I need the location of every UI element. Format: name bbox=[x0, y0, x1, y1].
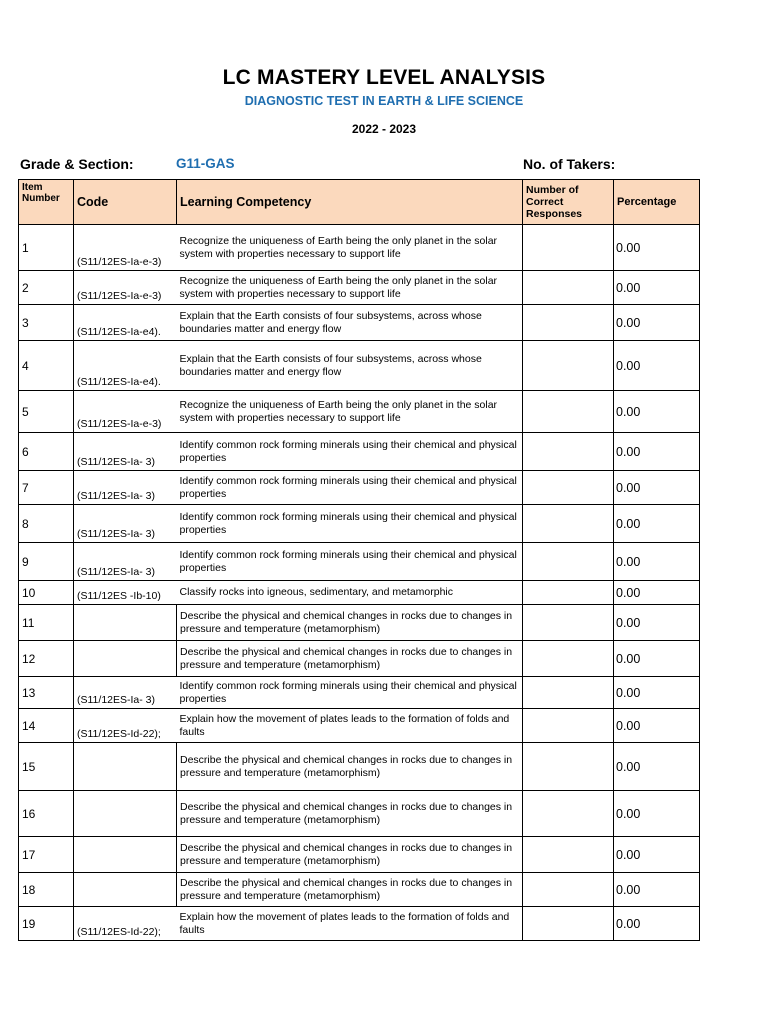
code-cell bbox=[74, 791, 177, 837]
correct-responses-cell bbox=[523, 543, 614, 581]
code-cell: (S11/12ES-Ia- 3) bbox=[74, 505, 177, 543]
percentage-cell: 0.00 bbox=[614, 605, 700, 641]
table-row bbox=[19, 581, 700, 605]
correct-responses-cell bbox=[523, 341, 614, 391]
table-row bbox=[19, 471, 700, 505]
table-row bbox=[19, 743, 700, 791]
page-title: LC MASTERY LEVEL ANALYSIS bbox=[222, 66, 546, 89]
percentage-cell: 0.00 bbox=[614, 271, 700, 305]
table-row bbox=[19, 907, 700, 941]
percentage-cell: 0.00 bbox=[614, 709, 700, 743]
school-year: 2022 - 2023 bbox=[351, 122, 417, 136]
percentage-cell: 0.00 bbox=[614, 471, 700, 505]
correct-responses-cell bbox=[523, 873, 614, 907]
table-row bbox=[19, 709, 700, 743]
code-cell: (S11/12ES-Ia-e-3) bbox=[74, 391, 177, 433]
header-learning-competency: Learning Competency bbox=[177, 180, 523, 225]
code-cell: (S11/12ES-Ia- 3) bbox=[74, 433, 177, 471]
table-row bbox=[19, 341, 700, 391]
percentage-cell: 0.00 bbox=[614, 677, 700, 709]
table-row bbox=[19, 791, 700, 837]
percentage-cell: 0.00 bbox=[614, 225, 700, 271]
item-number-cell: 4 bbox=[19, 341, 74, 391]
table-row bbox=[19, 225, 700, 271]
correct-responses-cell bbox=[523, 677, 614, 709]
correct-responses-cell bbox=[523, 305, 614, 341]
percentage-cell: 0.00 bbox=[614, 641, 700, 677]
percentage-cell: 0.00 bbox=[614, 791, 700, 837]
item-number-cell: 10 bbox=[19, 581, 74, 605]
competency-cell: Describe the physical and chemical changes in rocks due to changes in pressure and temperature (metamorphism) bbox=[177, 605, 523, 641]
correct-responses-cell bbox=[523, 433, 614, 471]
correct-responses-cell bbox=[523, 505, 614, 543]
correct-responses-cell bbox=[523, 837, 614, 873]
table-row bbox=[19, 873, 700, 907]
code-cell: (S11/12ES-Ia-e4). bbox=[74, 305, 177, 341]
percentage-cell: 0.00 bbox=[614, 341, 700, 391]
item-number-cell: 6 bbox=[19, 433, 74, 471]
competency-cell: Identify common rock forming minerals using their chemical and physical properties bbox=[177, 505, 523, 543]
mastery-table bbox=[18, 179, 700, 941]
percentage-cell: 0.00 bbox=[614, 743, 700, 791]
item-number-cell: 2 bbox=[19, 271, 74, 305]
header-code: Code bbox=[74, 180, 177, 225]
percentage-cell: 0.00 bbox=[614, 907, 700, 941]
percentage-cell: 0.00 bbox=[614, 433, 700, 471]
competency-cell: Identify common rock forming minerals using their chemical and physical properties bbox=[177, 677, 523, 709]
table-row bbox=[19, 641, 700, 677]
competency-cell: Describe the physical and chemical changes in rocks due to changes in pressure and temperature (metamorphism) bbox=[177, 743, 523, 791]
item-number-cell: 11 bbox=[19, 605, 74, 641]
code-cell: (S11/12ES -Ib-10) bbox=[74, 581, 177, 605]
correct-responses-cell bbox=[523, 581, 614, 605]
correct-responses-cell bbox=[523, 391, 614, 433]
item-number-cell: 12 bbox=[19, 641, 74, 677]
competency-cell: Describe the physical and chemical changes in rocks due to changes in pressure and temperature (metamorphism) bbox=[177, 837, 523, 873]
competency-cell: Identify common rock forming minerals using their chemical and physical properties bbox=[177, 543, 523, 581]
takers-label: No. of Takers: bbox=[523, 156, 616, 172]
correct-responses-cell bbox=[523, 709, 614, 743]
percentage-cell: 0.00 bbox=[614, 543, 700, 581]
code-cell: (S11/12ES-Id-22); bbox=[74, 907, 177, 941]
competency-cell: Explain how the movement of plates leads to the formation of folds and faults bbox=[177, 709, 523, 743]
grade-section-value: G11-GAS bbox=[176, 156, 235, 171]
table-row bbox=[19, 605, 700, 641]
item-number-cell: 5 bbox=[19, 391, 74, 433]
table-row bbox=[19, 677, 700, 709]
percentage-cell: 0.00 bbox=[614, 873, 700, 907]
correct-responses-cell bbox=[523, 225, 614, 271]
table-row bbox=[19, 505, 700, 543]
item-number-cell: 17 bbox=[19, 837, 74, 873]
correct-responses-cell bbox=[523, 605, 614, 641]
item-number-cell: 7 bbox=[19, 471, 74, 505]
table-row bbox=[19, 837, 700, 873]
code-cell: (S11/12ES-Ia- 3) bbox=[74, 677, 177, 709]
table-row bbox=[19, 271, 700, 305]
code-cell bbox=[74, 873, 177, 907]
header-percentage: Percentage bbox=[614, 180, 700, 225]
correct-responses-cell bbox=[523, 743, 614, 791]
item-number-cell: 13 bbox=[19, 677, 74, 709]
correct-responses-cell bbox=[523, 641, 614, 677]
item-number-cell: 9 bbox=[19, 543, 74, 581]
grade-section-label: Grade & Section: bbox=[20, 156, 134, 172]
code-cell: (S11/12ES-Ia-e-3) bbox=[74, 271, 177, 305]
code-cell: (S11/12ES-Ia-e-3) bbox=[74, 225, 177, 271]
competency-cell: Identify common rock forming minerals using their chemical and physical properties bbox=[177, 471, 523, 505]
page-subtitle: DIAGNOSTIC TEST IN EARTH & LIFE SCIENCE bbox=[244, 94, 524, 108]
competency-cell: Explain how the movement of plates leads to the formation of folds and faults bbox=[177, 907, 523, 941]
code-cell bbox=[74, 743, 177, 791]
percentage-cell: 0.00 bbox=[614, 837, 700, 873]
competency-cell: Explain that the Earth consists of four subsystems, across whose boundaries matter and energy flow bbox=[177, 305, 523, 341]
item-number-cell: 3 bbox=[19, 305, 74, 341]
percentage-cell: 0.00 bbox=[614, 391, 700, 433]
code-cell: (S11/12ES-Ia- 3) bbox=[74, 471, 177, 505]
item-number-cell: 18 bbox=[19, 873, 74, 907]
code-cell bbox=[74, 641, 177, 677]
competency-cell: Identify common rock forming minerals using their chemical and physical properties bbox=[177, 433, 523, 471]
percentage-cell: 0.00 bbox=[614, 505, 700, 543]
percentage-cell: 0.00 bbox=[614, 581, 700, 605]
code-cell bbox=[74, 605, 177, 641]
header-correct-responses: Number of Correct Responses bbox=[523, 180, 614, 225]
correct-responses-cell bbox=[523, 471, 614, 505]
item-number-cell: 15 bbox=[19, 743, 74, 791]
item-number-cell: 14 bbox=[19, 709, 74, 743]
code-cell: (S11/12ES-Ia-e4). bbox=[74, 341, 177, 391]
competency-cell: Recognize the uniqueness of Earth being the only planet in the solar system with properties necessary to support life bbox=[177, 271, 523, 305]
code-cell bbox=[74, 837, 177, 873]
table-row bbox=[19, 543, 700, 581]
correct-responses-cell bbox=[523, 791, 614, 837]
percentage-cell: 0.00 bbox=[614, 305, 700, 341]
table-row bbox=[19, 391, 700, 433]
item-number-cell: 1 bbox=[19, 225, 74, 271]
item-number-cell: 19 bbox=[19, 907, 74, 941]
competency-cell: Describe the physical and chemical changes in rocks due to changes in pressure and temperature (metamorphism) bbox=[177, 791, 523, 837]
table-body bbox=[19, 225, 700, 941]
item-number-cell: 16 bbox=[19, 791, 74, 837]
competency-cell: Recognize the uniqueness of Earth being the only planet in the solar system with properties necessary to support life bbox=[177, 391, 523, 433]
code-cell: (S11/12ES-Ia- 3) bbox=[74, 543, 177, 581]
item-number-cell: 8 bbox=[19, 505, 74, 543]
competency-cell: Explain that the Earth consists of four subsystems, across whose boundaries matter and energy flow bbox=[177, 341, 523, 391]
competency-cell: Describe the physical and chemical changes in rocks due to changes in pressure and temperature (metamorphism) bbox=[177, 641, 523, 677]
competency-cell: Classify rocks into igneous, sedimentary, and metamorphic bbox=[177, 581, 523, 605]
correct-responses-cell bbox=[523, 907, 614, 941]
code-cell: (S11/12ES-Id-22); bbox=[74, 709, 177, 743]
table-row bbox=[19, 305, 700, 341]
table-row bbox=[19, 433, 700, 471]
header-item-number: Item Number bbox=[19, 180, 74, 225]
correct-responses-cell bbox=[523, 271, 614, 305]
competency-cell: Recognize the uniqueness of Earth being the only planet in the solar system with properties necessary to support life bbox=[177, 225, 523, 271]
competency-cell: Describe the physical and chemical changes in rocks due to changes in pressure and temperature (metamorphism) bbox=[177, 873, 523, 907]
